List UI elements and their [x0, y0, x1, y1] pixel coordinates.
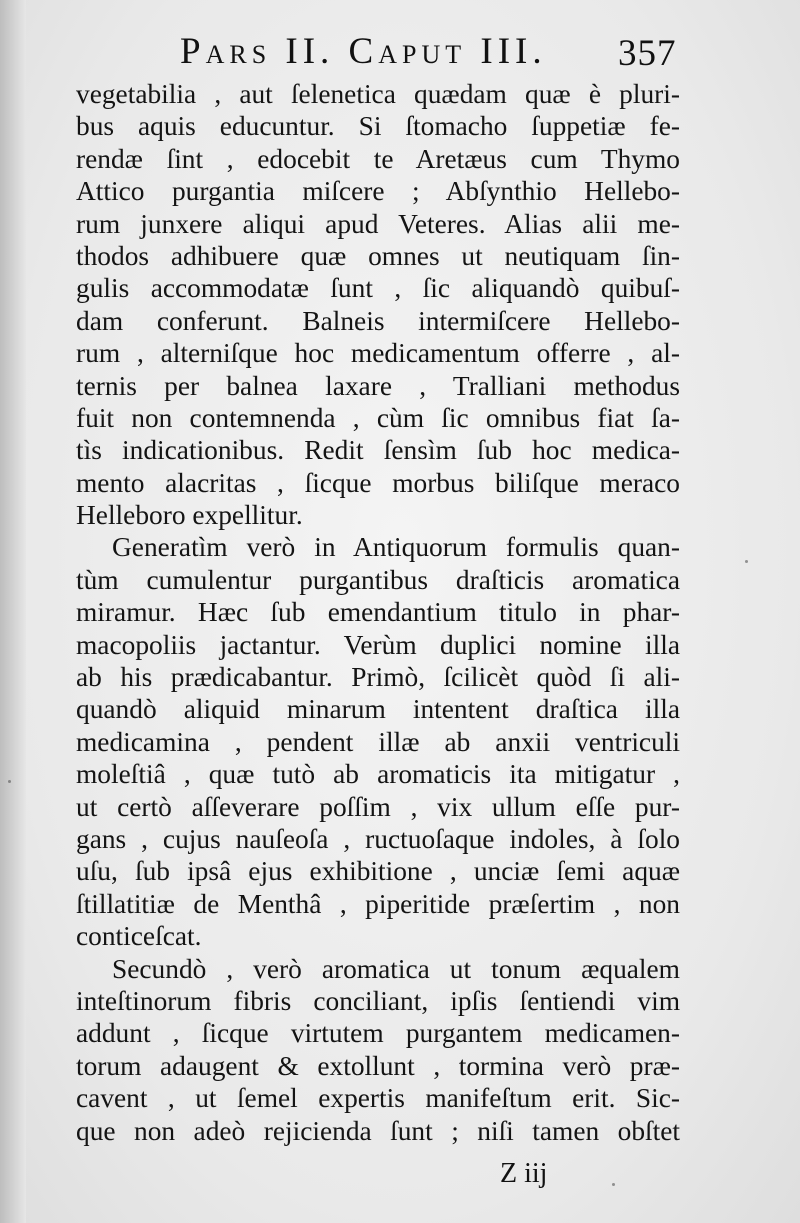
footer — [500, 1158, 620, 1198]
text-line: Generatìm verò in Antiquorum formulis quan- — [112, 532, 680, 563]
text-line: rum junxere aliqui apud Veteres. Alias alii me- — [76, 208, 680, 239]
text-line: cavent , ut ſemel expertis manifeſtum erit. Sic- — [76, 1083, 680, 1114]
text-line: moleſtiâ , quæ tutò ab aromaticis ita mitigatur , — [76, 759, 680, 790]
running-head: Pars II. Caput III. — [180, 31, 547, 72]
page-number: 357 — [618, 33, 677, 74]
text-line: inteſtinorum fibris conciliant, ipſis ſentiendi vim — [76, 985, 680, 1016]
text-line: uſu, ſub ipsâ ejus exhibitione , unciæ ſemi aquæ — [76, 856, 680, 887]
text-line: medicamina , pendent illæ ab anxii ventriculi — [76, 726, 680, 757]
text-line: que non adeò rejicienda ſunt ; niſi tamen obſtet — [76, 1115, 680, 1146]
text-line: ſtillatitiæ de Menthâ , piperitide præſertim , non — [76, 888, 680, 919]
text-line: miramur. Hæc ſub emendantium titulo in phar- — [76, 597, 680, 628]
text-line: ternis per balnea laxare , Tralliani methodus — [76, 370, 680, 401]
text-line: gans , cujus nauſeoſa , ructuoſaque indoles, à ſolo — [76, 823, 680, 854]
text-line: gulis accommodatæ ſunt , ſic aliquandò quibuſ- — [76, 273, 680, 304]
text-line: mento alacritas , ſicque morbus biliſque meraco — [76, 467, 680, 498]
signature-mark: Z iij — [500, 1158, 548, 1189]
text-line: ab his prædicabantur. Primò, ſcilicèt quòd ſi ali- — [76, 662, 680, 693]
text-line: bus aquis educuntur. Si ſtomacho ſuppetiæ fe- — [76, 111, 680, 142]
text-line: quandò aliquid minarum intentent draſtica illa — [76, 694, 680, 725]
text-line: Helleboro expellitur. — [76, 500, 303, 531]
text-line: Attico purgantia miſcere ; Abſynthio Hellebo- — [76, 176, 680, 207]
text-line: macopoliis jactantur. Verùm duplici nomine illa — [76, 629, 680, 660]
gutter-shadow — [0, 0, 26, 1223]
text-line: ut certò aſſeverare poſſim , vix ullum eſſe pur- — [76, 791, 680, 822]
body-text — [76, 78, 680, 1147]
text-line: tùm cumulentur purgantibus draſticis aromatica — [76, 564, 680, 595]
text-line: fuit non contemnenda , cùm ſic omnibus fiat ſa- — [76, 402, 680, 433]
text-line: Secundò , verò aromatica ut tonum æqualem — [112, 953, 680, 984]
text-line: tìs indicationibus. Redit ſensìm ſub hoc medica- — [76, 435, 680, 466]
text-line: vegetabilia , aut ſelenetica quædam quæ è pluri- — [76, 79, 680, 109]
paragraph — [76, 953, 680, 1147]
page-header — [170, 30, 690, 84]
text-line: rendæ ſint , edocebit te Aretæus cum Thymo — [76, 143, 680, 174]
paragraph — [76, 531, 680, 952]
paragraph — [76, 78, 680, 531]
text-line: thodos adhibuere quæ omnes ut neutiquam ſin- — [76, 240, 680, 271]
text-line: addunt , ſicque virtutem purgantem medicamen- — [76, 1018, 680, 1049]
text-line: conticeſcat. — [76, 921, 202, 952]
text-line: rum , alterniſque hoc medicamentum offerre , al- — [76, 338, 680, 369]
text-line: dam conferunt. Balneis intermiſcere Hellebo- — [76, 305, 680, 336]
text-line: torum adaugent & extollunt , tormina verò præ- — [76, 1050, 680, 1081]
